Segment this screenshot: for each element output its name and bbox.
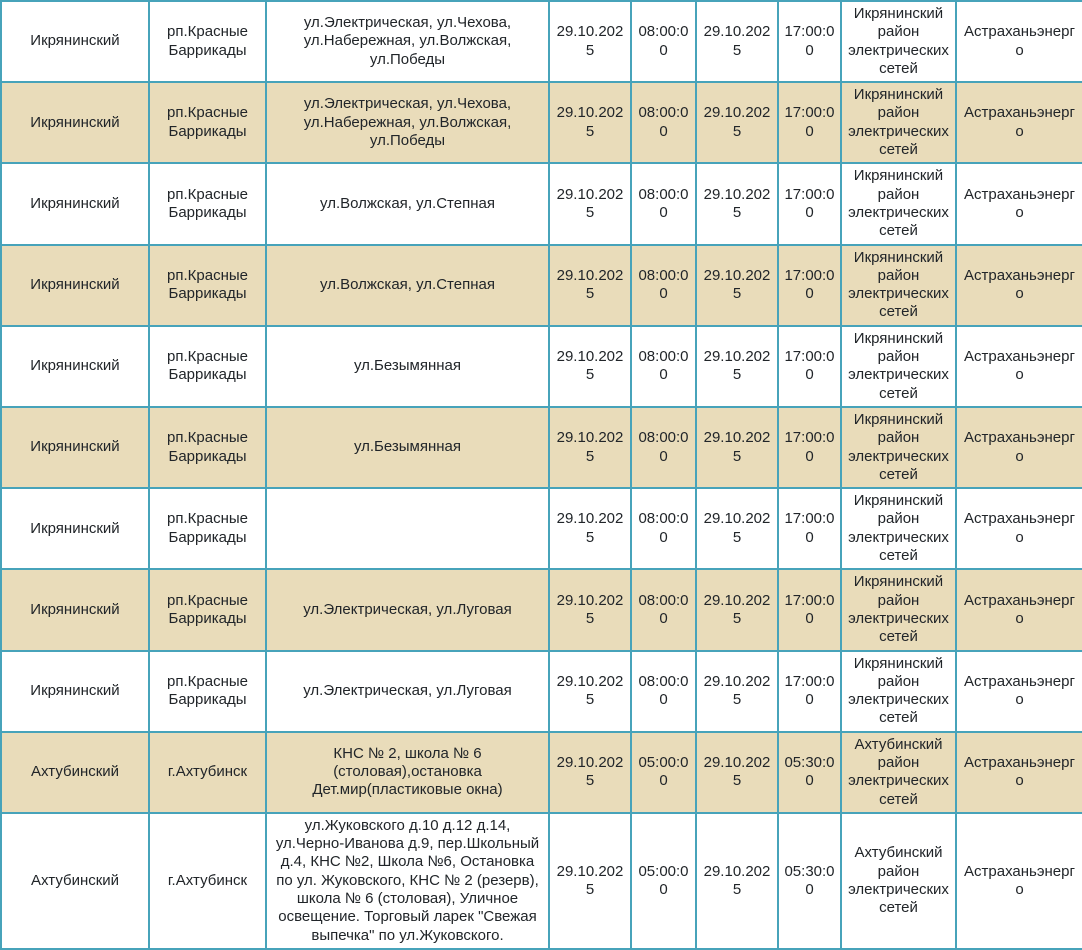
table-row [1, 407, 1082, 488]
grid-organization-cell: Икрянинский район электрических сетей [841, 407, 956, 488]
outage-end-time-cell: 17:00:00 [778, 326, 841, 407]
settlement-cell: рп.Красные Баррикады [149, 1, 266, 82]
grid-organization-cell: Икрянинский район электрических сетей [841, 1, 956, 82]
district-cell: Икрянинский [1, 488, 149, 569]
outage-end-date-cell: 29.10.2025 [696, 407, 778, 488]
outage-start-date-cell: 29.10.2025 [549, 569, 631, 650]
streets-cell [266, 488, 549, 569]
outage-start-time-cell: 08:00:00 [631, 1, 696, 82]
table-row [1, 732, 1082, 813]
grid-organization-cell: Икрянинский район электрических сетей [841, 651, 956, 732]
company-cell: Астраханьэнерго [956, 732, 1082, 813]
table-row [1, 488, 1082, 569]
outage-end-time-cell: 17:00:00 [778, 488, 841, 569]
settlement-cell: рп.Красные Баррикады [149, 82, 266, 163]
table-row [1, 569, 1082, 650]
table-row [1, 326, 1082, 407]
company-cell: Астраханьэнерго [956, 813, 1082, 949]
district-cell: Ахтубинский [1, 732, 149, 813]
outage-start-date-cell: 29.10.2025 [549, 651, 631, 732]
settlement-cell: рп.Красные Баррикады [149, 407, 266, 488]
streets-cell: ул.Электрическая, ул.Луговая [266, 651, 549, 732]
grid-organization-cell: Икрянинский район электрических сетей [841, 569, 956, 650]
settlement-cell: рп.Красные Баррикады [149, 326, 266, 407]
company-cell: Астраханьэнерго [956, 407, 1082, 488]
district-cell: Икрянинский [1, 163, 149, 244]
company-cell: Астраханьэнерго [956, 651, 1082, 732]
schedule-table-body [1, 1, 1082, 949]
outage-start-time-cell: 08:00:00 [631, 326, 696, 407]
settlement-cell: г.Ахтубинск [149, 813, 266, 949]
outage-start-time-cell: 08:00:00 [631, 569, 696, 650]
table-row [1, 651, 1082, 732]
grid-organization-cell: Икрянинский район электрических сетей [841, 326, 956, 407]
outage-end-time-cell: 17:00:00 [778, 1, 841, 82]
outage-start-time-cell: 05:00:00 [631, 813, 696, 949]
settlement-cell: рп.Красные Баррикады [149, 245, 266, 326]
district-cell: Икрянинский [1, 651, 149, 732]
streets-cell: ул.Электрическая, ул.Чехова, ул.Набережная, ул.Волжская, ул.Победы [266, 1, 549, 82]
company-cell: Астраханьэнерго [956, 82, 1082, 163]
outage-end-date-cell: 29.10.2025 [696, 82, 778, 163]
district-cell: Икрянинский [1, 245, 149, 326]
district-cell: Икрянинский [1, 407, 149, 488]
outage-end-time-cell: 17:00:00 [778, 163, 841, 244]
streets-cell: ул.Жуковского д.10 д.12 д.14, ул.Черно-Иванова д.9, пер.Школьный д.4, КНС №2, Школа №6, Остановка по ул. Жуковского, КНС № 2 (резерв), школа № 6 (столовая), Уличное освещение. Торговый ларек "Свежая выпечка" по ул.Жуковского. [266, 813, 549, 949]
settlement-cell: рп.Красные Баррикады [149, 569, 266, 650]
outage-end-date-cell: 29.10.2025 [696, 1, 778, 82]
outage-end-date-cell: 29.10.2025 [696, 813, 778, 949]
outage-start-time-cell: 08:00:00 [631, 82, 696, 163]
district-cell: Икрянинский [1, 326, 149, 407]
settlement-cell: рп.Красные Баррикады [149, 163, 266, 244]
outage-end-time-cell: 17:00:00 [778, 569, 841, 650]
company-cell: Астраханьэнерго [956, 569, 1082, 650]
outage-start-time-cell: 05:00:00 [631, 732, 696, 813]
grid-organization-cell: Икрянинский район электрических сетей [841, 245, 956, 326]
grid-organization-cell: Ахтубинский район электрических сетей [841, 813, 956, 949]
company-cell: Астраханьэнерго [956, 245, 1082, 326]
outage-end-date-cell: 29.10.2025 [696, 163, 778, 244]
outage-end-date-cell: 29.10.2025 [696, 651, 778, 732]
outage-end-time-cell: 17:00:00 [778, 651, 841, 732]
outage-start-time-cell: 08:00:00 [631, 488, 696, 569]
streets-cell: КНС № 2, школа № 6 (столовая),остановка Дет.мир(пластиковые окна) [266, 732, 549, 813]
table-row [1, 813, 1082, 949]
outage-end-date-cell: 29.10.2025 [696, 488, 778, 569]
outage-start-date-cell: 29.10.2025 [549, 1, 631, 82]
streets-cell: ул.Волжская, ул.Степная [266, 245, 549, 326]
table-row [1, 245, 1082, 326]
outage-end-time-cell: 17:00:00 [778, 245, 841, 326]
outage-start-date-cell: 29.10.2025 [549, 813, 631, 949]
settlement-cell: рп.Красные Баррикады [149, 488, 266, 569]
streets-cell: ул.Волжская, ул.Степная [266, 163, 549, 244]
grid-organization-cell: Икрянинский район электрических сетей [841, 82, 956, 163]
streets-cell: ул.Безымянная [266, 326, 549, 407]
outage-start-date-cell: 29.10.2025 [549, 163, 631, 244]
outage-end-date-cell: 29.10.2025 [696, 245, 778, 326]
outage-start-date-cell: 29.10.2025 [549, 732, 631, 813]
district-cell: Икрянинский [1, 82, 149, 163]
settlement-cell: г.Ахтубинск [149, 732, 266, 813]
company-cell: Астраханьэнерго [956, 1, 1082, 82]
outage-start-date-cell: 29.10.2025 [549, 245, 631, 326]
outage-start-time-cell: 08:00:00 [631, 407, 696, 488]
streets-cell: ул.Электрическая, ул.Луговая [266, 569, 549, 650]
outage-end-date-cell: 29.10.2025 [696, 569, 778, 650]
company-cell: Астраханьэнерго [956, 163, 1082, 244]
grid-organization-cell: Икрянинский район электрических сетей [841, 488, 956, 569]
grid-organization-cell: Ахтубинский район электрических сетей [841, 732, 956, 813]
table-row [1, 163, 1082, 244]
outage-start-time-cell: 08:00:00 [631, 163, 696, 244]
outage-end-time-cell: 05:30:00 [778, 813, 841, 949]
settlement-cell: рп.Красные Баррикады [149, 651, 266, 732]
outage-start-time-cell: 08:00:00 [631, 245, 696, 326]
outage-start-date-cell: 29.10.2025 [549, 82, 631, 163]
streets-cell: ул.Электрическая, ул.Чехова, ул.Набережная, ул.Волжская, ул.Победы [266, 82, 549, 163]
company-cell: Астраханьэнерго [956, 488, 1082, 569]
table-row [1, 82, 1082, 163]
grid-organization-cell: Икрянинский район электрических сетей [841, 163, 956, 244]
outage-end-date-cell: 29.10.2025 [696, 326, 778, 407]
streets-cell: ул.Безымянная [266, 407, 549, 488]
outage-end-time-cell: 05:30:00 [778, 732, 841, 813]
district-cell: Ахтубинский [1, 813, 149, 949]
district-cell: Икрянинский [1, 1, 149, 82]
outage-start-date-cell: 29.10.2025 [549, 326, 631, 407]
company-cell: Астраханьэнерго [956, 326, 1082, 407]
outage-end-time-cell: 17:00:00 [778, 82, 841, 163]
table-row [1, 1, 1082, 82]
outage-end-date-cell: 29.10.2025 [696, 732, 778, 813]
outage-end-time-cell: 17:00:00 [778, 407, 841, 488]
outage-start-date-cell: 29.10.2025 [549, 488, 631, 569]
outage-start-time-cell: 08:00:00 [631, 651, 696, 732]
outage-start-date-cell: 29.10.2025 [549, 407, 631, 488]
district-cell: Икрянинский [1, 569, 149, 650]
